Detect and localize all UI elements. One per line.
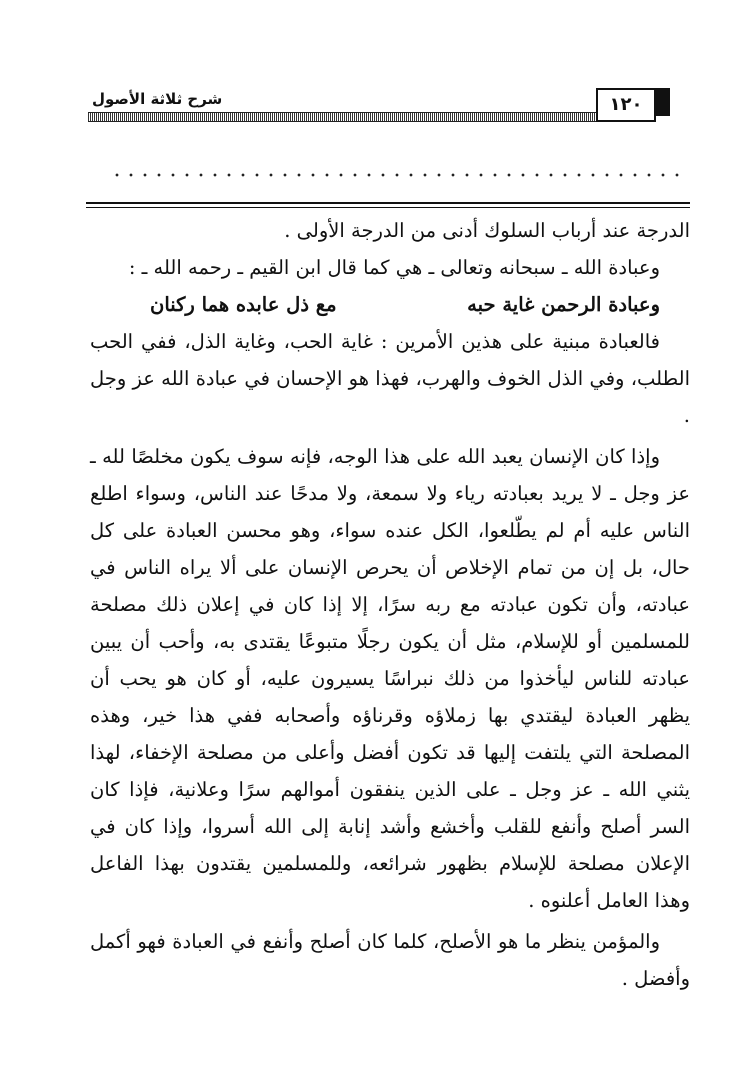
running-header — [88, 84, 688, 124]
dotted-separator — [110, 172, 680, 178]
page-tab-decoration — [656, 88, 670, 116]
verse-second-hemistich: مع ذل عابده هما ركنان — [150, 293, 337, 316]
paragraph-2: وعبادة الله ـ سبحانه وتعالى ـ هي كما قال ابن القيم ـ رحمه الله ـ : — [128, 256, 660, 279]
verse-first-hemistich: وعبادة الرحمن غاية حبه — [467, 293, 660, 316]
page-number: ١٢٠ — [596, 88, 656, 122]
paragraph-4: وإذا كان الإنسان يعبد الله على هذا الوجه، فإنه سوف يكون مخلصًا لله ـ عز وجل ـ لا يريد بعبادته رياء ولا سمعة، ولا مدحًا عند الناس، وسواء اطلع الناس عليه أم لم يطّلعوا، الكل عنده سواء، وهو محسن العبادة على كل حال، بل إن من تمام الإخلاص أن يحرص الإنسان على ألا يراه الناس في عبادته، وأن تكون عبادته مع ربه سرًا، إلا إذا كان في إعلان ذلك مصلحة للمسلمين أو للإسلام، مثل أن يكون رجلًا متبوعًا يقتدى به، وأحب أن يبين عبادته للناس ليأخذوا من ذلك نبراسًا يسيرون عليه، أو كان هو يحب أن يظهر العبادة ليقتدي بها زملاؤه وقرناؤه وأصحابه ففي هذا خير، وهذه المصلحة التي يلتفت إليها قد تكون أفضل وأعلى من مصلحة الإخفاء، لهذا يثني الله ـ عز وجل ـ على الذين ينفقون أموالهم سرًا وعلانية، فإذا كان السر أصلح وأنفع للقلب وأخشع وأشد إنابة إلى الله أسروا، وإذا كان في الإعلان مصلحة للإسلام بظهور شرائعه، وللمسلمين يقتدون بهذا الفاعل وهذا العامل أعلنوه . — [90, 445, 690, 912]
book-title: شرح ثلاثة الأصول — [92, 90, 223, 108]
page-body — [90, 212, 690, 997]
header-rule — [88, 112, 598, 122]
paragraph-3: فالعبادة مبنية على هذين الأمرين : غاية الحب، وغاية الذل، ففي الحب الطلب، وفي الذل الخوف والهرب، فهذا هو الإحسان في عبادة الله عز وجل . — [90, 330, 690, 427]
paragraph-5: والمؤمن ينظر ما هو الأصلح، كلما كان أصلح وأنفع في العبادة فهو أكمل وأفضل . — [90, 930, 690, 990]
section-rule-thick — [86, 202, 690, 204]
poem-verse — [90, 286, 690, 323]
paragraph-1: الدرجة عند أرباب السلوك أدنى من الدرجة الأولى . — [284, 219, 690, 242]
section-rule-thin — [86, 207, 690, 208]
